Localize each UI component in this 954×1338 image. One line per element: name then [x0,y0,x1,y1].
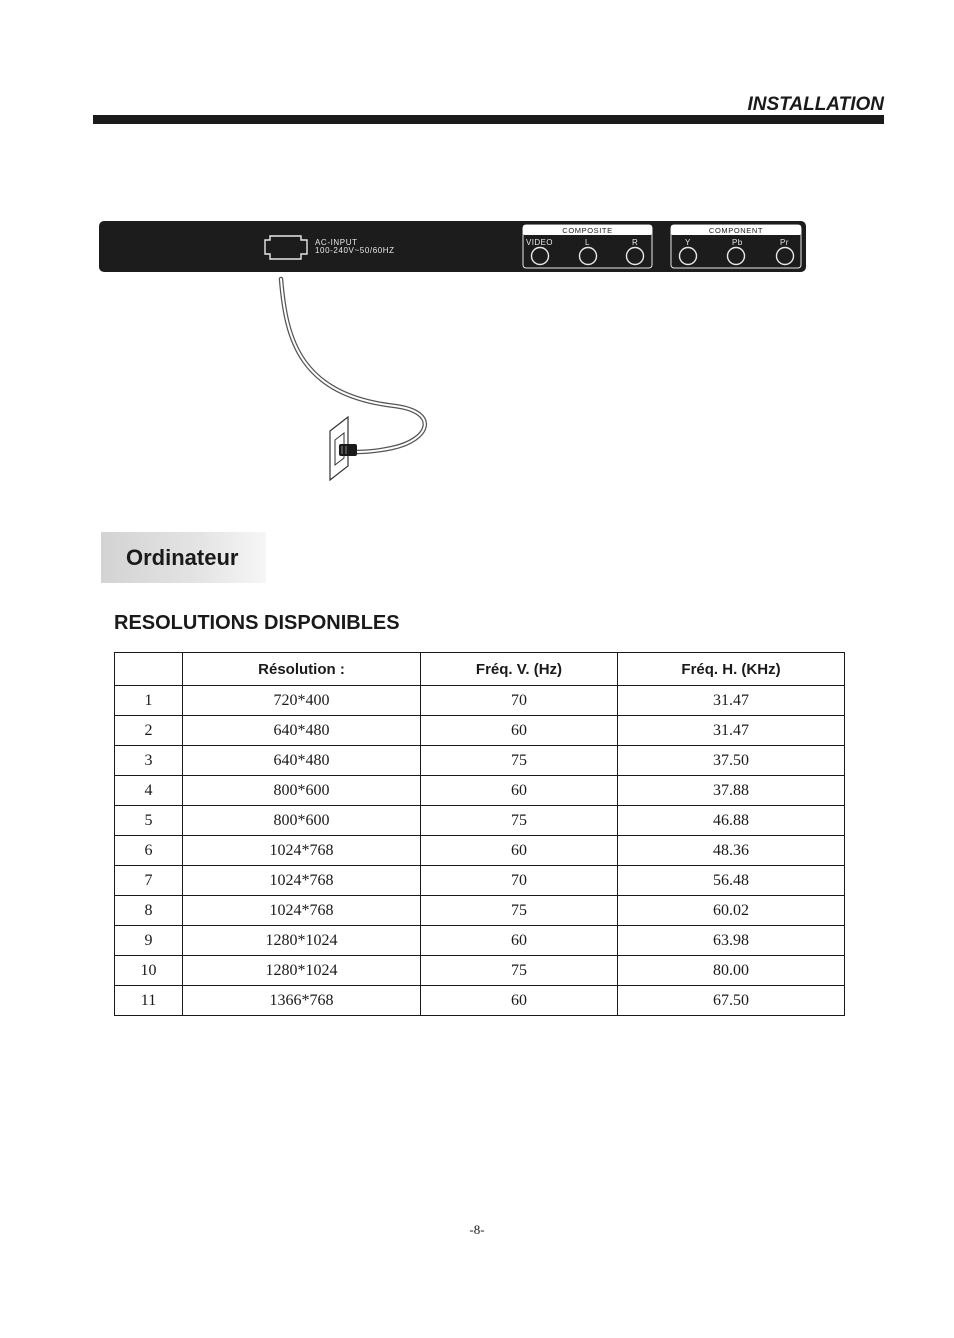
section-title: INSTALLATION [747,94,884,115]
row-index-cell: 4 [115,776,183,806]
row-index-cell: 3 [115,746,183,776]
video-jack-icon[interactable] [532,248,549,265]
resolution-cell: 640*480 [183,716,421,746]
horizontal-frequency-cell: 37.88 [618,776,845,806]
resolution-cell: 1280*1024 [183,926,421,956]
ac-input-spec: 100-240V~50/60HZ [315,246,395,255]
table-row [115,716,845,746]
table-row [115,926,845,956]
row-index-cell: 1 [115,686,183,716]
component-group-label: COMPONENT [708,226,764,235]
row-index-cell: 11 [115,986,183,1016]
row-index-cell: 2 [115,716,183,746]
table-row [115,806,845,836]
audio-left-jack-icon[interactable] [580,248,597,265]
connection-diagram [0,0,954,520]
horizontal-frequency-cell: 48.36 [618,836,845,866]
resolution-cell: 1024*768 [183,866,421,896]
table-row [115,776,845,806]
table-row [115,986,845,1016]
horizontal-frequency-cell: 67.50 [618,986,845,1016]
row-index-cell: 10 [115,956,183,986]
vertical-frequency-cell: 60 [421,836,618,866]
row-index-cell: 6 [115,836,183,866]
vertical-frequency-cell: 60 [421,926,618,956]
column-header-resolution: Résolution : [183,653,421,686]
row-index-cell: 7 [115,866,183,896]
y-port-label: Y [685,238,691,247]
table-row [115,896,845,926]
audio-left-port-label: L [585,238,590,247]
horizontal-frequency-cell: 31.47 [618,716,845,746]
pr-jack-icon[interactable] [777,248,794,265]
ac-input-label: AC-INPUT [315,238,358,247]
vertical-frequency-cell: 60 [421,776,618,806]
resolution-cell: 800*600 [183,806,421,836]
table-row [115,866,845,896]
row-index-cell: 9 [115,926,183,956]
horizontal-frequency-cell: 63.98 [618,926,845,956]
ac-socket-icon [265,236,307,259]
horizontal-frequency-cell: 56.48 [618,866,845,896]
row-index-cell: 8 [115,896,183,926]
vertical-frequency-cell: 75 [421,896,618,926]
video-port-label: VIDEO [526,238,553,247]
audio-right-jack-icon[interactable] [627,248,644,265]
vertical-frequency-cell: 75 [421,746,618,776]
table-heading: RESOLUTIONS DISPONIBLES [114,612,400,634]
composite-group-label: COMPOSITE [562,226,613,235]
section-banner-title: Ordinateur [126,545,239,570]
resolution-cell: 640*480 [183,746,421,776]
pb-port-label: Pb [732,238,743,247]
table-row [115,746,845,776]
y-jack-icon[interactable] [680,248,697,265]
column-header-index [115,653,183,686]
section-banner [101,532,266,583]
pb-jack-icon[interactable] [728,248,745,265]
vertical-frequency-cell: 70 [421,686,618,716]
table-row [115,686,845,716]
resolution-cell: 720*400 [183,686,421,716]
horizontal-frequency-cell: 37.50 [618,746,845,776]
horizontal-frequency-cell: 60.02 [618,896,845,926]
resolution-cell: 800*600 [183,776,421,806]
table-header-row [115,653,845,686]
vertical-frequency-cell: 70 [421,866,618,896]
resolution-cell: 1024*768 [183,896,421,926]
row-index-cell: 5 [115,806,183,836]
horizontal-frequency-cell: 80.00 [618,956,845,986]
page-number: -8- [469,1222,485,1237]
horizontal-frequency-cell: 31.47 [618,686,845,716]
power-plug-icon [339,444,357,456]
horizontal-frequency-cell: 46.88 [618,806,845,836]
vertical-frequency-cell: 75 [421,956,618,986]
column-header-vertical-frequency: Fréq. V. (Hz) [421,653,618,686]
resolution-table [114,652,845,1016]
column-header-horizontal-frequency: Fréq. H. (KHz) [618,653,845,686]
audio-right-port-label: R [632,238,639,247]
vertical-frequency-cell: 60 [421,716,618,746]
vertical-frequency-cell: 60 [421,986,618,1016]
resolution-cell: 1024*768 [183,836,421,866]
resolution-cell: 1366*768 [183,986,421,1016]
vertical-frequency-cell: 75 [421,806,618,836]
pr-port-label: Pr [780,238,789,247]
table-row [115,836,845,866]
power-cable-icon [281,279,425,452]
table-row [115,956,845,986]
resolution-cell: 1280*1024 [183,956,421,986]
